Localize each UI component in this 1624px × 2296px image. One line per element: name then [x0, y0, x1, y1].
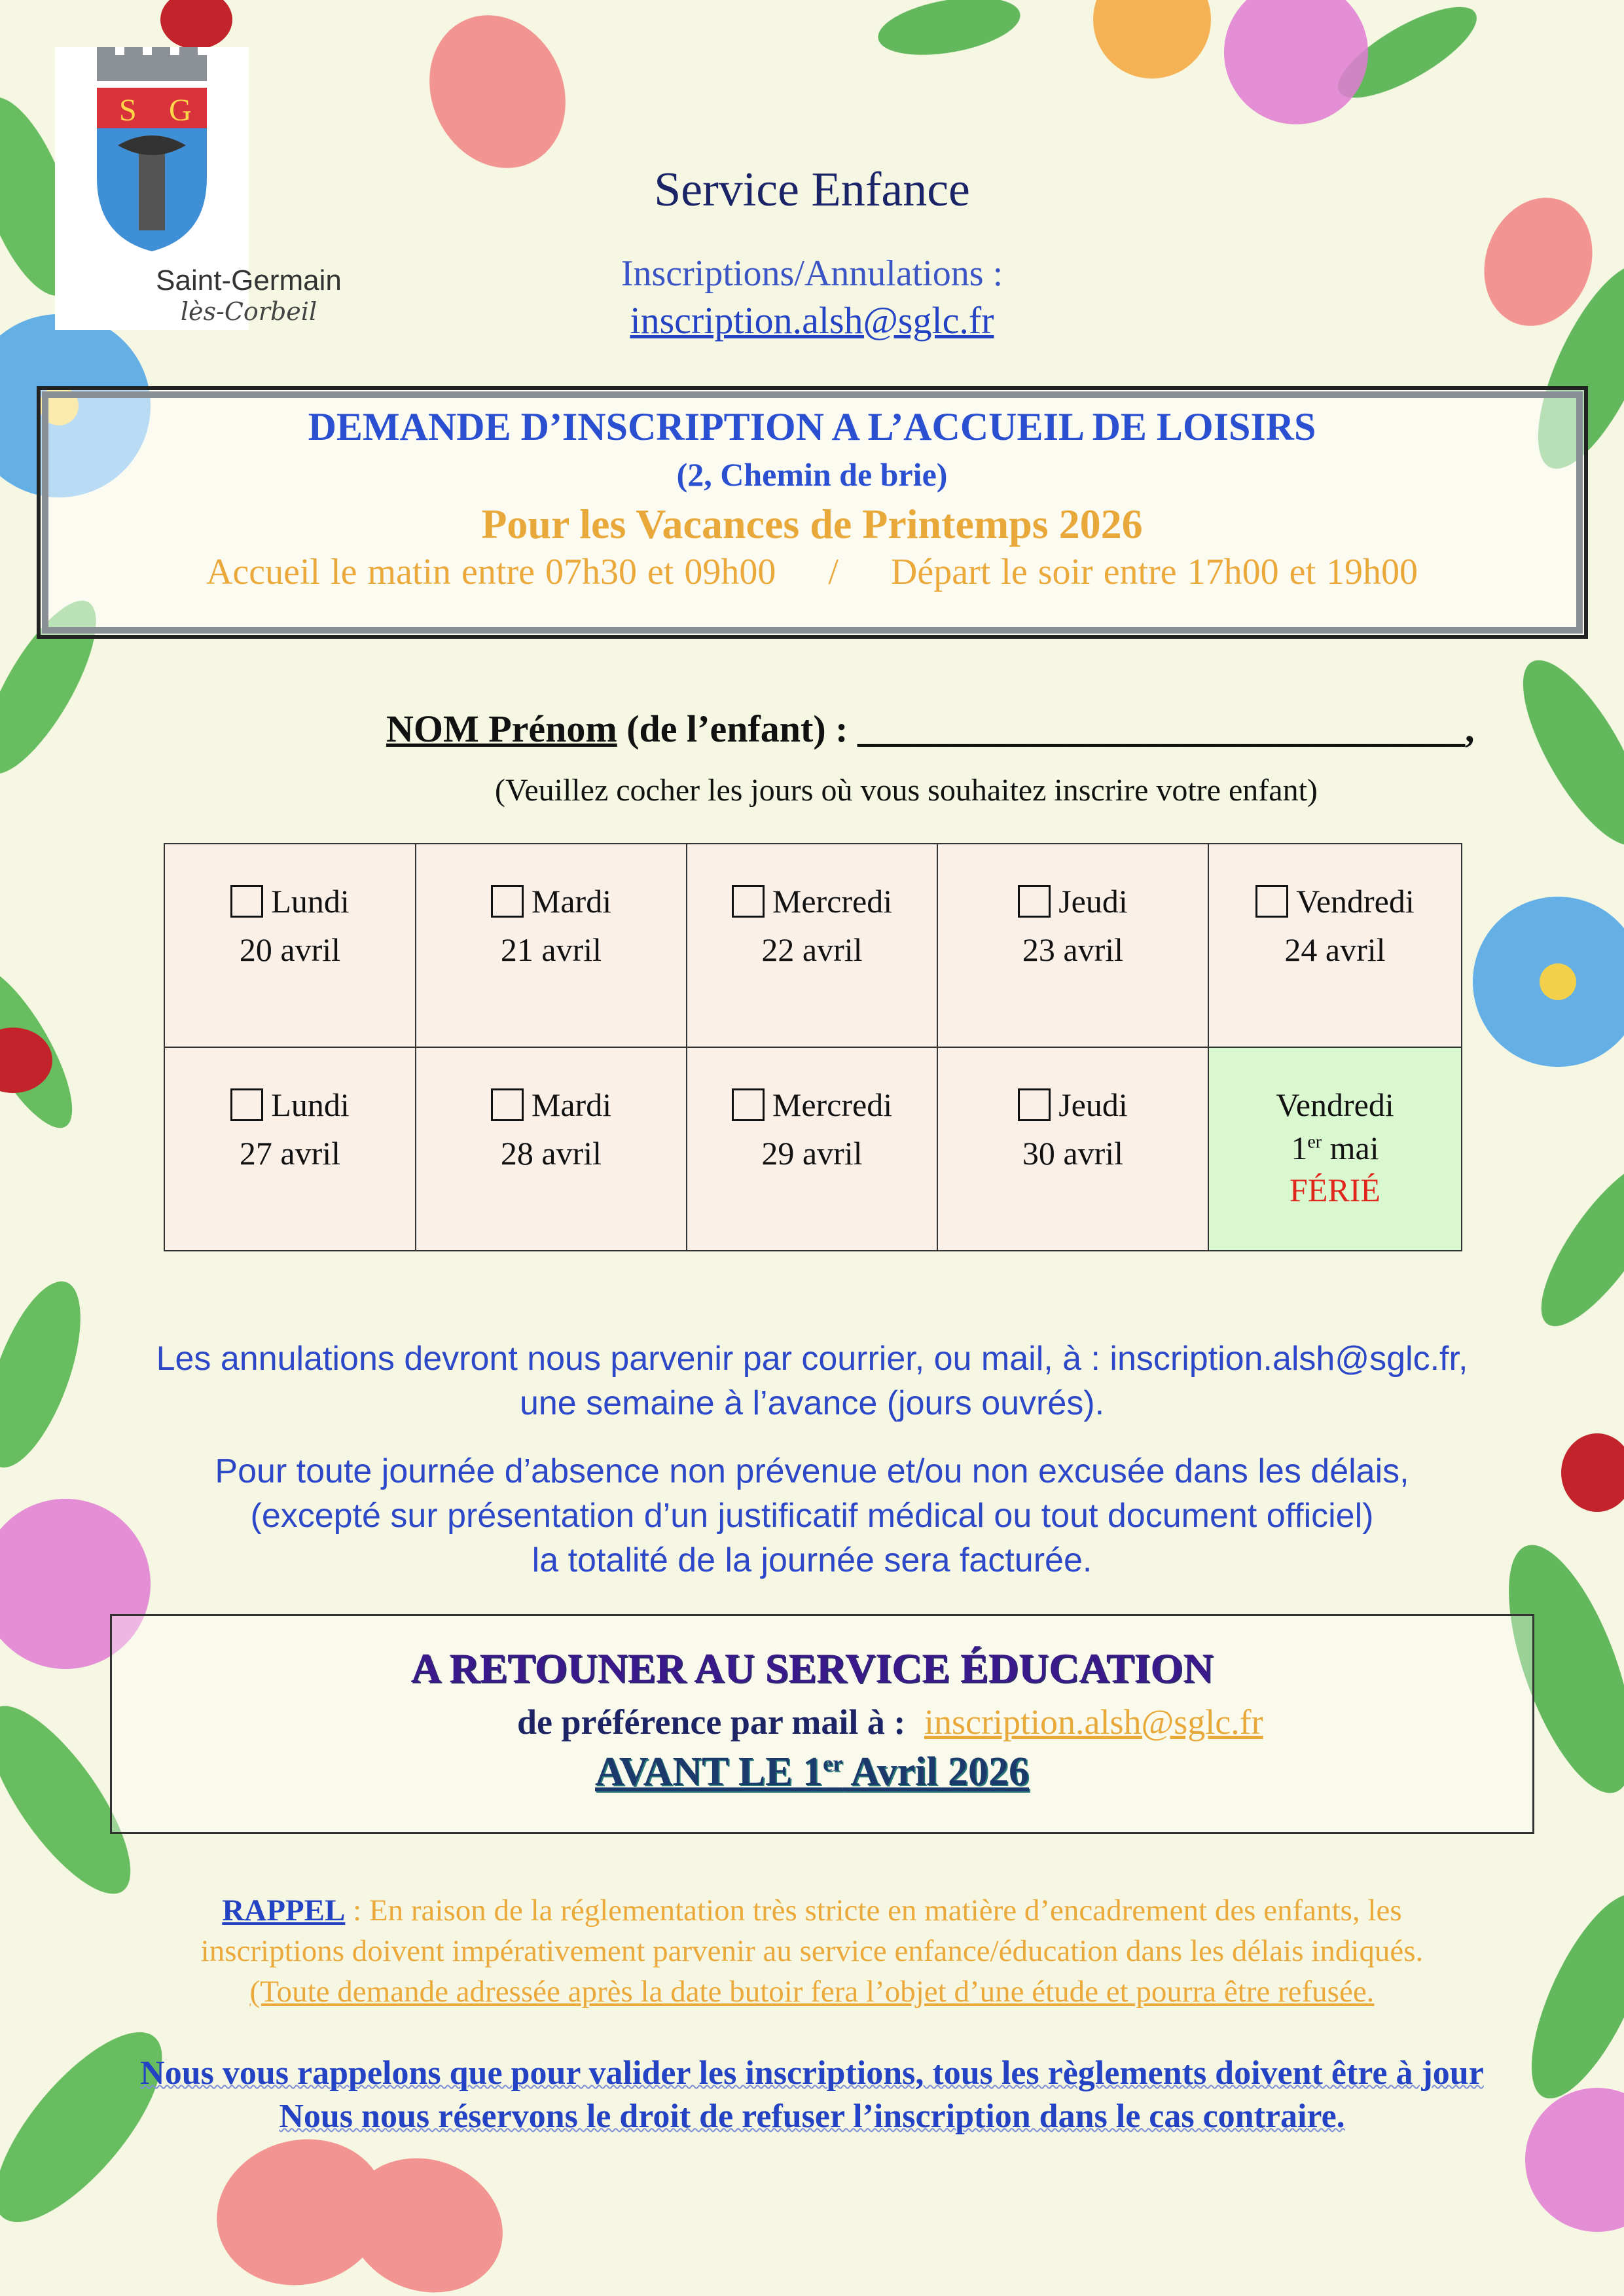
- absence-note-line2: (excepté sur présentation d’un justificatif médical ou tout document officiel): [250, 1497, 1374, 1535]
- service-title: Service Enfance: [654, 163, 970, 217]
- week-row-2: [164, 1047, 1462, 1251]
- date-label: 1er mai: [1291, 1130, 1379, 1166]
- return-email-link[interactable]: inscription.alsh@sglc.fr: [924, 1702, 1263, 1742]
- day-checkbox[interactable]: [732, 1088, 765, 1121]
- holiday-badge: FÉRIÉ: [1290, 1172, 1380, 1208]
- day-checkbox[interactable]: [1018, 1088, 1051, 1121]
- date-label: 21 avril: [500, 931, 602, 968]
- child-name-field[interactable]: [386, 707, 1499, 751]
- day-cell[interactable]: [937, 844, 1208, 1047]
- day-checkbox[interactable]: [732, 885, 765, 918]
- attendance-calendar: [164, 843, 1462, 1251]
- svg-text:G: G: [169, 93, 192, 128]
- form-address: (2, Chemin de brie): [676, 456, 948, 493]
- day-cell[interactable]: [1208, 844, 1462, 1047]
- day-checkbox[interactable]: [491, 885, 524, 918]
- day-cell[interactable]: [687, 844, 937, 1047]
- holiday-period: Pour les Vacances de Printemps 2026: [481, 501, 1143, 547]
- day-cell[interactable]: [416, 844, 687, 1047]
- day-checkbox[interactable]: [1018, 885, 1051, 918]
- day-label: Vendredi: [1296, 883, 1415, 920]
- name-suffix: (de l’enfant) : ________________________________,: [617, 708, 1475, 750]
- day-label: Mercredi: [772, 883, 893, 920]
- checkbox-hint: (Veuillez cocher les jours où vous souhaitez inscrire votre enfant): [495, 773, 1318, 808]
- date-label: 28 avril: [500, 1135, 602, 1172]
- day-label: Vendredi: [1276, 1086, 1394, 1123]
- form-title: DEMANDE D’INSCRIPTION A L’ACCUEIL DE LOISIRS: [308, 405, 1316, 448]
- day-label: Lundi: [271, 1086, 350, 1123]
- holiday-cell: [1208, 1047, 1462, 1251]
- return-title: A RETOUNER AU SERVICE ÉDUCATION: [410, 1645, 1214, 1691]
- return-deadline: AVANT LE 1er Avril 2026: [595, 1749, 1029, 1794]
- reminder-line1: RAPPEL : En raison de la réglementation très stricte en matière d’encadrement des enfants, les: [222, 1893, 1402, 1928]
- date-label: 29 avril: [761, 1135, 863, 1172]
- day-checkbox[interactable]: [230, 1088, 263, 1121]
- cancel-note-line1: Les annulations devront nous parvenir par courrier, ou mail, à : inscription.alsh@sglc.fr,: [156, 1340, 1468, 1378]
- date-label: 23 avril: [1022, 931, 1124, 968]
- day-cell[interactable]: [164, 844, 416, 1047]
- logo-letters: [79, 47, 225, 257]
- absence-note-line3: la totalité de la journée sera facturée.: [532, 1541, 1092, 1579]
- day-cell[interactable]: [164, 1047, 416, 1251]
- day-label: Jeudi: [1058, 883, 1128, 920]
- week-row-1: [164, 844, 1462, 1047]
- date-label: 24 avril: [1284, 931, 1386, 968]
- reminder-label: RAPPEL: [222, 1893, 346, 1928]
- date-label: 22 avril: [761, 931, 863, 968]
- day-label: Mardi: [531, 883, 612, 920]
- logo-town-line2: lès-Corbeil: [180, 297, 317, 326]
- opening-hours: Accueil le matin entre 07h30 et 09h00 / Départ le soir entre 17h00 et 19h00: [206, 552, 1418, 592]
- service-subtitle: Inscriptions/Annulations :: [621, 253, 1003, 294]
- service-email-link[interactable]: inscription.alsh@sglc.fr: [630, 299, 994, 342]
- payment-notice-line1: Nous vous rappelons que pour valider les inscriptions, tous les règlements doivent être à jour: [140, 2054, 1484, 2092]
- date-label: 20 avril: [239, 931, 341, 968]
- reminder-line3: (Toute demande adressée après la date butoir fera l’objet d’une étude et pourra être refusée.: [249, 1975, 1375, 2009]
- absence-note-line1: Pour toute journée d’absence non prévenue et/ou non excusée dans les délais,: [215, 1452, 1409, 1490]
- return-preference: de préférence par mail à :: [517, 1702, 906, 1742]
- day-cell[interactable]: [687, 1047, 937, 1251]
- date-label: 30 avril: [1022, 1135, 1124, 1172]
- name-label: NOM Prénom: [386, 708, 617, 750]
- day-label: Jeudi: [1058, 1086, 1128, 1123]
- day-label: Mercredi: [772, 1086, 893, 1123]
- date-label: 27 avril: [239, 1135, 341, 1172]
- day-cell[interactable]: [937, 1047, 1208, 1251]
- day-cell[interactable]: [416, 1047, 687, 1251]
- day-label: Lundi: [271, 883, 350, 920]
- payment-notice-line2: Nous nous réservons le droit de refuser l’inscription dans le cas contraire.: [279, 2098, 1345, 2135]
- logo-town-line1: Saint-Germain: [156, 264, 342, 296]
- reminder-line2: inscriptions doivent impérativement parvenir au service enfance/éducation dans les délais indiqués.: [200, 1934, 1424, 1968]
- day-checkbox[interactable]: [1255, 885, 1288, 918]
- svg-text:S: S: [119, 93, 137, 128]
- day-checkbox[interactable]: [491, 1088, 524, 1121]
- day-label: Mardi: [531, 1086, 612, 1123]
- day-checkbox[interactable]: [230, 885, 263, 918]
- cancel-note-line2: une semaine à l’avance (jours ouvrés).: [519, 1384, 1105, 1422]
